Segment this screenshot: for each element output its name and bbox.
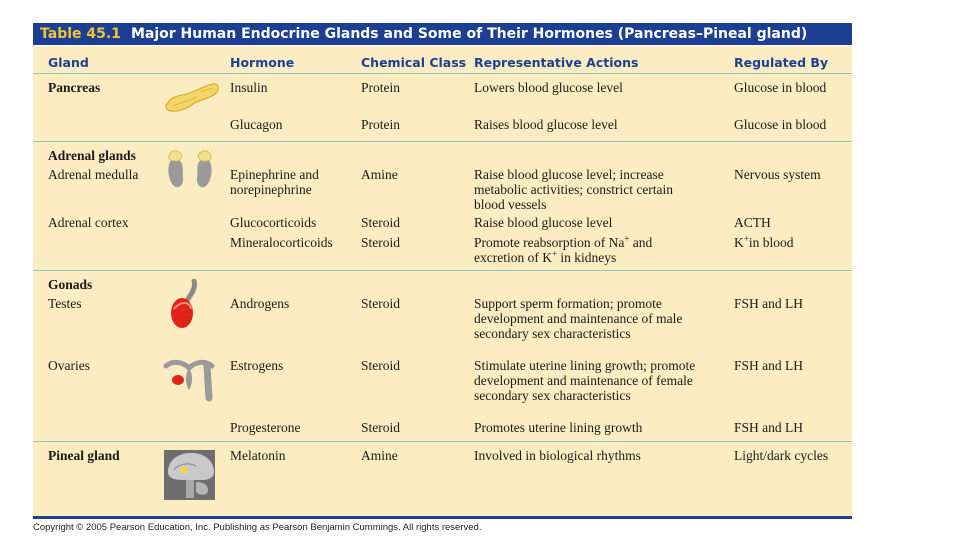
table-bottom-rule xyxy=(33,516,852,519)
regulated-melatonin: Light/dark cycles xyxy=(734,448,829,463)
regulated-androgens: FSH and LH xyxy=(734,296,804,311)
header-hormone: Hormone xyxy=(230,55,295,70)
action-estrogens-line3: secondary sex characteristics xyxy=(474,388,631,403)
hormone-melatonin: Melatonin xyxy=(230,448,286,463)
class-androgens: Steroid xyxy=(361,296,400,311)
action-androgens-line2: development and maintenance of male xyxy=(474,311,683,326)
regulated-insulin: Glucose in blood xyxy=(734,80,827,95)
hormone-glucocorticoids: Glucocorticoids xyxy=(230,215,317,230)
regulated-glucagon: Glucose in blood xyxy=(734,117,827,132)
class-mineralocorticoids: Steroid xyxy=(361,235,400,250)
header-regulated-by: Regulated By xyxy=(734,55,829,70)
brain-section-icon xyxy=(164,450,215,500)
header-gland: Gland xyxy=(48,55,89,70)
action-epinephrine-line3: blood vessels xyxy=(474,197,547,212)
header-chemical-class: Chemical Class xyxy=(361,55,467,70)
class-epinephrine: Amine xyxy=(361,167,398,182)
section-rule-gonads xyxy=(33,270,852,271)
action-androgens-line1: Support sperm formation; promote xyxy=(474,296,662,311)
ovary-uterus-icon xyxy=(163,358,215,402)
testis-icon xyxy=(164,279,206,331)
action-estrogens-line1: Stimulate uterine lining growth; promote xyxy=(474,358,696,373)
table-panel xyxy=(33,46,852,516)
action-epinephrine-line1: Raise blood glucose level; increase xyxy=(474,167,664,182)
gland-ovaries: Ovaries xyxy=(48,358,90,373)
copyright-notice: Copyright © 2005 Pearson Education, Inc. Publishing as Pearson Benjamin Cummings. All rights reserved. xyxy=(33,522,482,533)
table-title: Major Human Endocrine Glands and Some of Their Hormones (Pancreas–Pineal gland) xyxy=(130,26,808,42)
section-rule-adrenal xyxy=(33,141,852,142)
action-glucocorticoids: Raise blood glucose level xyxy=(474,215,613,230)
adrenal-glands-icon xyxy=(164,148,216,190)
class-glucocorticoids: Steroid xyxy=(361,215,400,230)
class-estrogens: Steroid xyxy=(361,358,400,373)
action-melatonin: Involved in biological rhythms xyxy=(474,448,641,463)
action-progesterone: Promotes uterine lining growth xyxy=(474,420,643,435)
pancreas-icon xyxy=(163,80,221,114)
hormone-insulin: Insulin xyxy=(230,80,268,95)
action-epinephrine-line2: metabolic activities; constrict certain xyxy=(474,182,674,197)
action-insulin: Lowers blood glucose level xyxy=(474,80,623,95)
regulated-mineralocorticoids: K+in blood xyxy=(734,233,794,250)
regulated-glucocorticoids: ACTH xyxy=(734,215,771,230)
action-androgens-line3: secondary sex characteristics xyxy=(474,326,631,341)
section-rule-pineal xyxy=(33,441,852,442)
hormone-estrogens: Estrogens xyxy=(230,358,284,373)
hormone-mineralocorticoids: Mineralocorticoids xyxy=(230,235,333,250)
gland-adrenal-cortex: Adrenal cortex xyxy=(48,215,129,230)
gland-testes: Testes xyxy=(48,296,82,311)
action-glucagon: Raises blood glucose level xyxy=(474,117,618,132)
gland-adrenal-glands: Adrenal glands xyxy=(48,148,136,163)
class-glucagon: Protein xyxy=(361,117,400,132)
class-progesterone: Steroid xyxy=(361,420,400,435)
class-melatonin: Amine xyxy=(361,448,398,463)
hormone-epinephrine-line2: norepinephrine xyxy=(230,182,312,197)
hormone-epinephrine-line1: Epinephrine and xyxy=(230,167,319,182)
hormone-androgens: Androgens xyxy=(230,296,290,311)
hormone-progesterone: Progesterone xyxy=(230,420,301,435)
action-mineralocorticoids-line2: excretion of K+ in kidneys xyxy=(474,248,617,265)
action-estrogens-line2: development and maintenance of female xyxy=(474,373,693,388)
gland-pancreas: Pancreas xyxy=(48,80,101,95)
table-number: Table 45.1 xyxy=(40,26,121,42)
hormone-glucagon: Glucagon xyxy=(230,117,283,132)
gland-adrenal-medulla: Adrenal medulla xyxy=(48,167,139,182)
gland-gonads: Gonads xyxy=(48,277,93,292)
table-title-bar xyxy=(33,23,852,45)
header-rule xyxy=(33,73,852,74)
regulated-estrogens: FSH and LH xyxy=(734,358,804,373)
regulated-epinephrine: Nervous system xyxy=(734,167,821,182)
gland-pineal: Pineal gland xyxy=(48,448,120,463)
regulated-progesterone: FSH and LH xyxy=(734,420,804,435)
header-representative-actions: Representative Actions xyxy=(474,55,639,70)
action-mineralocorticoids-line1: Promote reabsorption of Na+ and xyxy=(474,233,653,250)
class-insulin: Protein xyxy=(361,80,400,95)
